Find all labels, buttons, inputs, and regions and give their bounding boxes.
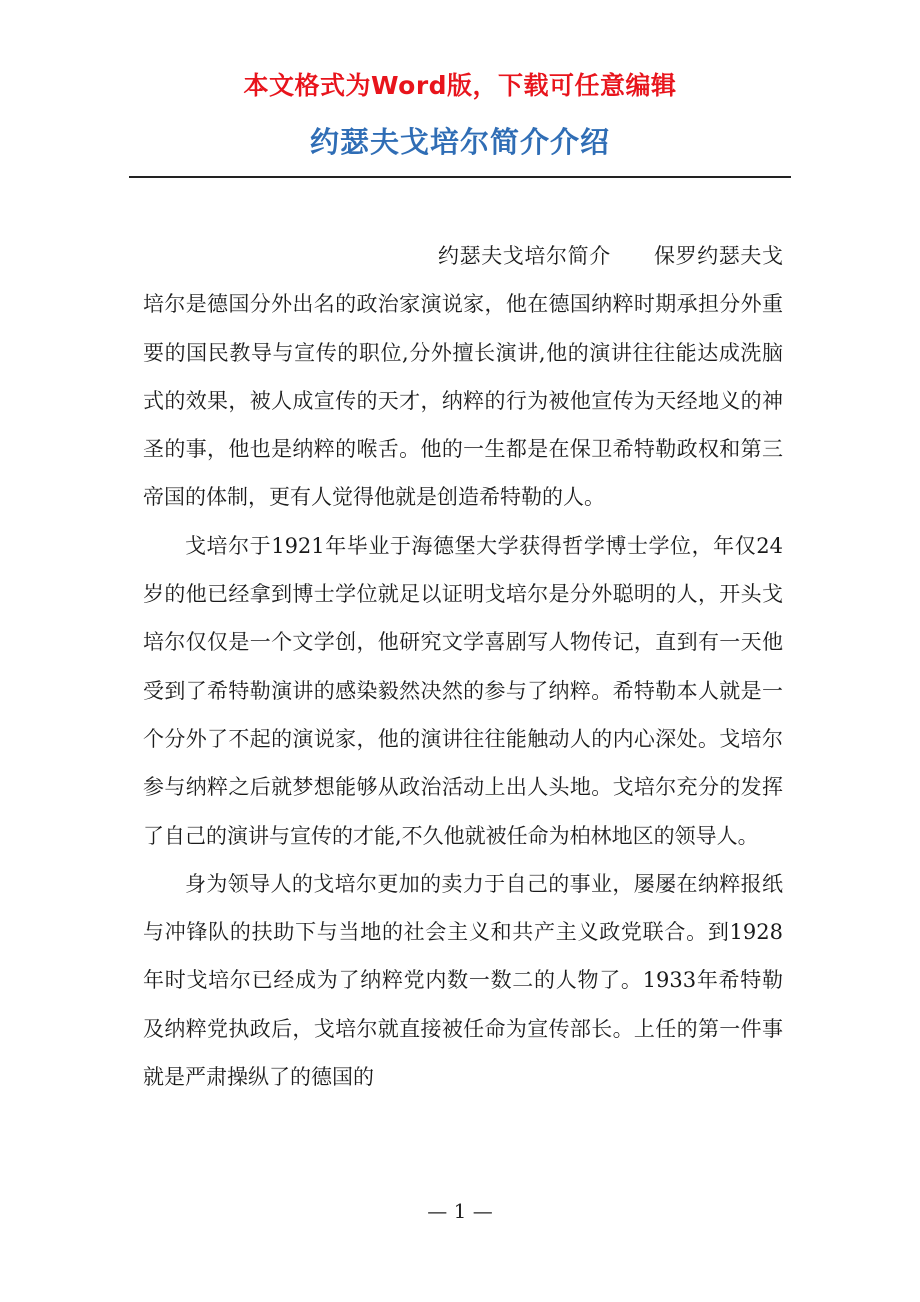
article-body	[143, 232, 783, 1101]
paragraph-3: 身为领导人的戈培尔更加的卖力于自己的事业，屡屡在纳粹报纸与冲锋队的扶助下与当地的社会主义和共产主义政党联合。到1928年时戈培尔已经成为了纳粹党内数一数二的人物了。1933年希特勒及纳粹党执政后，戈培尔就直接被任命为宣传部长。上任的第一件事就是严肃操纵了的德国的	[143, 871, 783, 1090]
paragraph-1: 约瑟夫戈培尔简介 保罗约瑟夫戈培尔是德国分外出名的政治家演说家，他在德国纳粹时期承担分外重要的国民教导与宣传的职位,分外擅长演讲,他的演讲往往能达成洗脑式的效果，被人成宣传的天才，纳粹的行为被他宣传为天经地义的神圣的事，他也是纳粹的喉舌。他的一生都是在保卫希特勒政权和第三帝国的体制，更有人觉得他就是创造希特勒的人。	[143, 244, 783, 510]
title-divider	[129, 176, 791, 178]
paragraph-2: 戈培尔于1921年毕业于海德堡大学获得哲学博士学位，年仅24岁的他已经拿到博士学位就足以证明戈培尔是分外聪明的人，开头戈培尔仅仅是一个文学创，他研究文学喜剧写人物传记，直到有一天他受到了希特勒演讲的感染毅然决然的参与了纳粹。希特勒本人就是一个分外了不起的演说家，他的演讲往往能触动人的内心深处。戈培尔参与纳粹之后就梦想能够从政治活动上出人头地。戈培尔充分的发挥了自己的演讲与宣传的才能,不久他就被任命为柏林地区的领导人。	[143, 533, 783, 848]
page-number: — 1 —	[427, 1199, 493, 1223]
document-title: 约瑟夫戈培尔简介介绍	[309, 125, 610, 159]
download-banner: 本文格式为Word版，下载可任意编辑	[243, 71, 677, 100]
